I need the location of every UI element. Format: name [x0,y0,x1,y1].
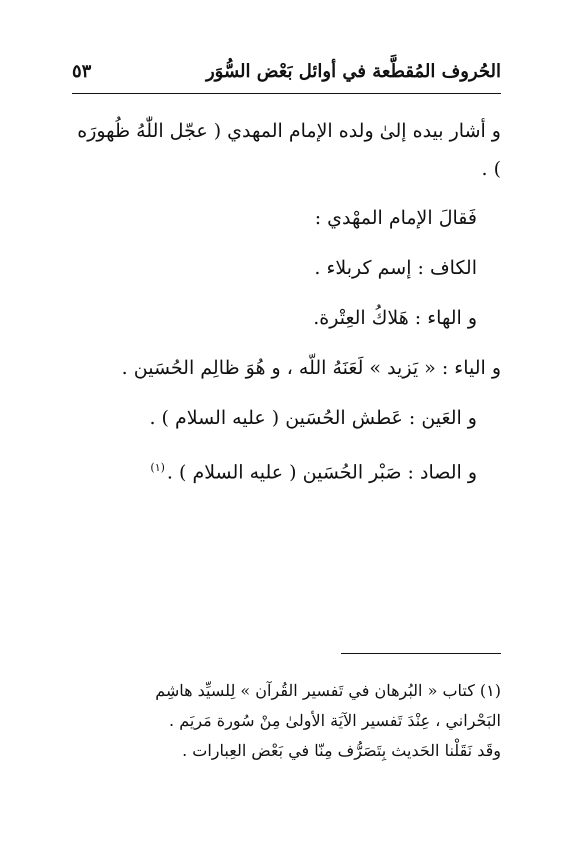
footnote-line-3: وقَد نَقَلْنا الحَديث بِتَصَرُّف مِنّا في بَعْض العِبارات . [182,741,501,760]
footnotes [72,676,501,766]
intro-paragraph: و أشار بيده إلىٰ ولده الإمام المهدي ( عجّل اللّٰهُ ظُهورَه ) . [77,120,501,180]
footnote-reference: (١) [150,461,165,474]
letter-ain-line: و العَين : عَطش الحُسَين ( عليه السلام ) . [149,407,477,429]
letter-sad-text: و الصاد : صَبْر الحُسَين ( عليه السلام ) . [166,461,477,484]
letter-sad-line [72,449,501,491]
running-header [72,56,501,86]
page-number: ٥٣ [72,60,92,82]
body-text [72,112,501,503]
header-rule [72,93,501,94]
letter-ya-line: و الياء : « يَزيد » لَعَنَهُ اللّه ، و هُوَ ظالِم الحُسَين . [121,357,501,379]
letter-ha-line: و الهاء : هَلاكُ العِتْرة. [313,307,477,329]
footnote-line-1: (١) كتاب « البُرهان في تَفسير القُرآن » لِلسيِّد هاشِم [155,681,501,700]
footnote-rule [341,653,501,654]
letter-kaf-line: الكاف : إسم كربلاء . [314,257,477,279]
running-title: الحُروف المُقطَّعة في أوائل بَعْض السُّوَر [205,60,501,82]
footnote-line-2: البَحْراني ، عِنْدَ تَفسير الآيَة الأولىٰ مِنْ سُورة مَريَم . [169,711,501,730]
lead-line: فَقالَ الإمام المهْدي : [314,207,477,229]
